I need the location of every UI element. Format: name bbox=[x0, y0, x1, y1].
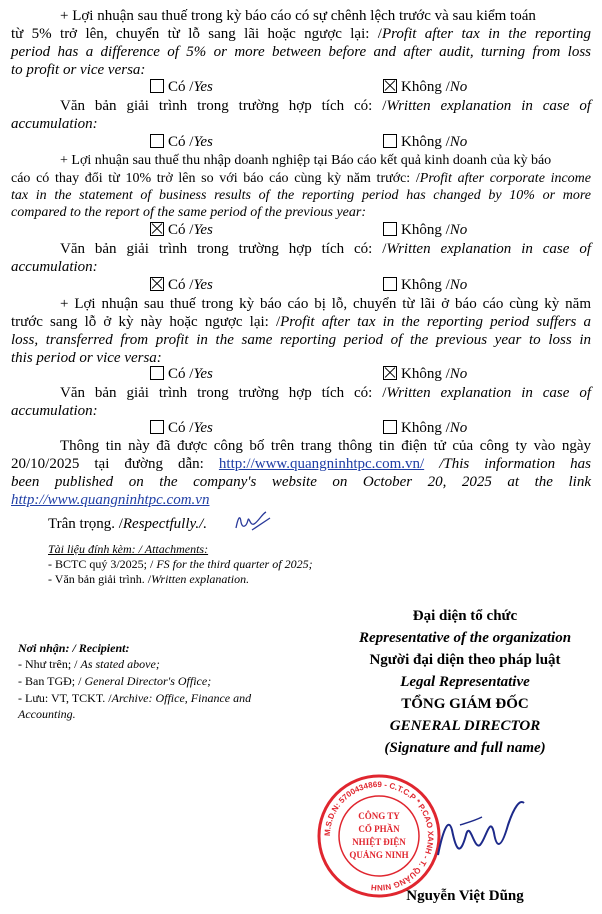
s2-no-checkbox[interactable] bbox=[383, 222, 397, 236]
recipient-3: - Lưu: VT, TCKT. /Archive: Office, Finance and bbox=[18, 691, 252, 705]
sig-title-en: GENERAL DIRECTOR bbox=[389, 718, 541, 734]
svg-text:QUẢNG NINH: QUẢNG NINH bbox=[349, 850, 409, 860]
sig-note: (Signature and full name) bbox=[384, 740, 546, 756]
svg-text:CÔNG TY: CÔNG TY bbox=[358, 811, 400, 821]
s1-explanation-line2: accumulation: bbox=[11, 116, 98, 132]
section1-line2-en: Profit after tax in the reporting bbox=[381, 26, 591, 42]
s2-explanation-line2: accumulation: bbox=[11, 259, 98, 275]
section2-line4: compared to the report of the same period of the previous year: bbox=[11, 205, 366, 220]
s2-yes-checkbox-checked[interactable] bbox=[150, 222, 164, 236]
s2e-yes-option[interactable]: Có /Yes bbox=[150, 276, 213, 294]
s1e-yes-checkbox[interactable] bbox=[150, 134, 164, 148]
s2e-no-option[interactable]: Không /No bbox=[383, 276, 467, 294]
section3-line4: this period or vice versa: bbox=[11, 350, 162, 366]
section3-line1: + Lợi nhuận sau thuế trong kỳ báo cáo bị lỗ, chuyển từ lãi ở báo cáo cùng kỳ năm bbox=[60, 296, 591, 312]
s1-explanation-line1: Văn bản giải trình trong trường hợp tích có: /Written explanation in case of bbox=[60, 98, 591, 114]
disclosure-line2: 20/10/2025 tại đường dẫn: http://www.quangninhtpc.com.vn/ /This information has bbox=[11, 456, 591, 472]
section1-line4: to profit or vice versa: bbox=[11, 62, 146, 78]
sig-legal-vn: Người đại diện theo pháp luật bbox=[369, 652, 561, 668]
recipient-1: - Như trên; / As stated above; bbox=[18, 657, 160, 671]
company-website-link-2[interactable]: http://www.quangninhtpc.com.vn bbox=[11, 492, 210, 508]
s3e-no-checkbox[interactable] bbox=[383, 420, 397, 434]
section3-line2: trước sang lỗ ở kỳ này hoặc ngược lại: /Profit after tax in the reporting period suffers a bbox=[11, 314, 591, 330]
sig-title-vn: TỔNG GIÁM ĐỐC bbox=[401, 696, 529, 712]
recipient-3-cont: Accounting. bbox=[18, 707, 76, 721]
s2e-yes-checkbox-checked[interactable] bbox=[150, 277, 164, 291]
signature-block bbox=[330, 605, 600, 759]
recipient-2: - Ban TGĐ; / General Director's Office; bbox=[18, 674, 212, 688]
s3-no-checkbox-checked[interactable] bbox=[383, 366, 397, 380]
recipients-title: Nơi nhận: / Recipient: bbox=[18, 641, 130, 655]
s1-yes-option[interactable]: Có /Yes bbox=[150, 78, 213, 96]
sig-org-en: Representative of the organization bbox=[358, 630, 572, 646]
s2e-no-checkbox[interactable] bbox=[383, 277, 397, 291]
respectfully: Trân trọng. /Respectfully./. bbox=[48, 516, 208, 532]
attachment-item-1: - BCTC quý 3/2025; / FS for the third quarter of 2025; bbox=[48, 557, 313, 571]
s3e-no-option[interactable]: Không /No bbox=[383, 419, 467, 437]
s3-yes-option[interactable]: Có /Yes bbox=[150, 365, 213, 383]
s2-explanation-line1: Văn bản giải trình trong trường hợp tích có: /Written explanation in case of bbox=[60, 241, 591, 257]
section2-line2: cáo có thay đổi từ 10% trở lên so với báo cáo cùng kỳ năm trước: /Profit after corporate income bbox=[11, 171, 592, 186]
disclosure-line4 bbox=[11, 491, 591, 509]
svg-text:M.S.D.N: 5700434869 - C.T.C.P: M.S.D.N: 5700434869 - C.T.C.P * P.CAO XANH - T. QUẢNG NINH bbox=[322, 779, 436, 893]
s1-yes-checkbox[interactable] bbox=[150, 79, 164, 93]
svg-text:CỔ PHẦN: CỔ PHẦN bbox=[358, 824, 400, 834]
section3-line3: loss, transferred from profit in the same reporting period of the previous year to loss in bbox=[11, 332, 591, 348]
sig-org-vn: Đại diện tổ chức bbox=[412, 608, 518, 624]
s3-explanation-line1: Văn bản giải trình trong trường hợp tích có: /Written explanation in case of bbox=[60, 385, 591, 401]
initials-signature bbox=[232, 508, 274, 534]
s1-no-option[interactable]: Không /No bbox=[383, 78, 467, 96]
s1e-no-checkbox[interactable] bbox=[383, 134, 397, 148]
disclosure-line3: been published on the company's website on October 20, 2025 at the link bbox=[11, 474, 591, 490]
s1-no-checkbox-checked[interactable] bbox=[383, 79, 397, 93]
company-seal bbox=[316, 773, 442, 899]
section2-line3: tax in the statement of business results of the reporting period has changed by 10% or more bbox=[11, 188, 591, 203]
director-signature bbox=[430, 795, 530, 875]
s1e-yes-option[interactable]: Có /Yes bbox=[150, 133, 213, 151]
svg-text:NHIỆT ĐIỆN: NHIỆT ĐIỆN bbox=[352, 837, 406, 847]
section1-line2 bbox=[11, 25, 591, 43]
section1-line3: period has a difference of 5% or more between before and after audit, turning from loss bbox=[11, 44, 591, 60]
attachment-item-2: - Văn bản giải trình. /Written explanation. bbox=[48, 572, 250, 586]
s2-yes-option[interactable]: Có /Yes bbox=[150, 221, 213, 239]
section1-line1: + Lợi nhuận sau thuế trong kỳ báo cáo có sự chênh lệch trước và sau kiểm toán bbox=[60, 8, 536, 24]
s2-no-option[interactable]: Không /No bbox=[383, 221, 467, 239]
section1-line2-vn: từ 5% trở lên, chuyển từ lỗ sang lãi hoặc ngược lại: / bbox=[11, 26, 382, 42]
disclosure-line1: Thông tin này đã được công bố trên trang thông tin điện tử của công ty vào ngày bbox=[60, 438, 591, 454]
director-name: Nguyễn Việt Dũng bbox=[406, 888, 524, 904]
s1e-no-option[interactable]: Không /No bbox=[383, 133, 467, 151]
section2-line1: + Lợi nhuận sau thuế thu nhập doanh nghiệp tại Báo cáo kết quả kinh doanh của kỳ báo bbox=[60, 153, 552, 168]
s3-yes-checkbox[interactable] bbox=[150, 366, 164, 380]
s3e-yes-checkbox[interactable] bbox=[150, 420, 164, 434]
company-website-link[interactable]: http://www.quangninhtpc.com.vn/ bbox=[218, 456, 425, 472]
s3e-yes-option[interactable]: Có /Yes bbox=[150, 419, 213, 437]
s3-no-option[interactable]: Không /No bbox=[383, 365, 467, 383]
s3-explanation-line2: accumulation: bbox=[11, 403, 98, 419]
sig-legal-en: Legal Representative bbox=[400, 674, 530, 690]
attachments-title: Tài liệu đính kèm: / Attachments: bbox=[48, 542, 209, 556]
